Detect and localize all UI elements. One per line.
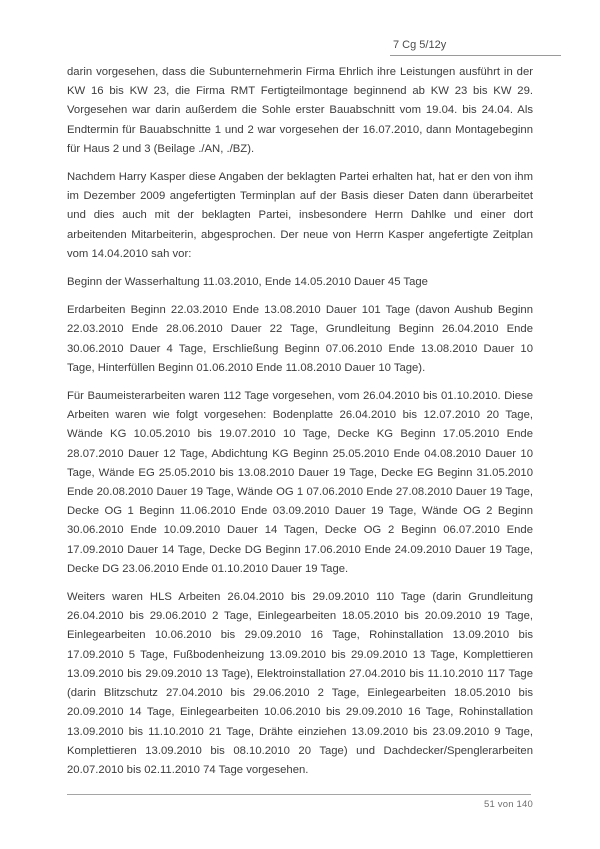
body-paragraph: Für Baumeisterarbeiten waren 112 Tage vorgesehen, vom 26.04.2010 bis 01.10.2010. Diese Arbeiten waren wie folgt vorgesehen: Bodenplatte 26.04.2010 bis 12.07.2010 20 Tage, Wände KG 10.05.2010 bis 19.07.2010 10 Tage, Decke KG Beginn 17.05.2010 Ende 28.07.2010 Dauer 12 Tage, Abdichtung KG Beginn 25.05.2010 Ende 04.08.2010 Dauer 10 Tage, Wände EG 25.05.2010 bis 13.08.2010 Dauer 19 Tage, Decke EG Beginn 31.05.2010 Ende 20.08.2010 Dauer 19 Tage, Wände OG 1 07.06.2010 Ende 27.08.2010 Dauer 19 Tage, Decke OG 1 Beginn 11.06.2010 Ende 03.09.2010 Dauer 19 Tage, Wände OG 2 Beginn 30.06.2010 Ende 10.09.2010 Dauer 14 Tagen, Decke OG 2 Beginn 06.07.2010 Ende 17.09.2010 Dauer 14 Tage, Decke DG Beginn 17.06.2010 Ende 24.09.2010 Dauer 19 Tage, Decke DG 23.06.2010 Ende 01.10.2010 Dauer 19 Tage. (67, 390, 533, 575)
page-number: 51 von 140 (483, 799, 533, 810)
document-body (67, 63, 533, 789)
case-number: 7 Cg 5/12y (393, 39, 447, 51)
page-header (390, 39, 561, 56)
body-paragraph: Weiters waren HLS Arbeiten 26.04.2010 bis 29.09.2010 110 Tage (darin Grundleitung 26.04.2010 bis 29.06.2010 2 Tage, Einlegearbeiten 18.05.2010 bis 20.09.2010 19 Tage, Einlegearbeiten 10.06.2010 bis 29.09.2010 16 Tage, Rohinstallation 13.09.2010 bis 17.09.2010 5 Tage, Fußbodenheizung 13.09.2010 bis 29.09.2010 13 Tage, Komplettieren 13.09.2010 bis 29.09.2010 13 Tage), Elektroinstallation 27.04.2010 bis 11.10.2010 117 Tage (darin Blitzschutz 27.04.2010 bis 29.06.2010 2 Tage, Einlegearbeiten 18.05.2010 bis 20.09.2010 14 Tage, Einlegearbeiten 10.06.2010 bis 29.09.2010 16 Tage, Rohinstallation 13.09.2010 bis 11.10.2010 21 Tage, Drähte einziehen 13.09.2010 bis 23.09.2010 9 Tage, Komplettieren 13.09.2010 bis 08.10.2010 20 Tage) und Dachdecker/Spenglerarbeiten 20.07.2010 bis 02.11.2010 74 Tage vorgesehen. (67, 591, 533, 776)
body-paragraph: Erdarbeiten Beginn 22.03.2010 Ende 13.08.2010 Dauer 101 Tage (davon Aushub Beginn 22.03.2010 Ende 28.06.2010 Dauer 22 Tage, Grundleitung Beginn 26.04.2010 Ende 30.06.2010 Dauer 4 Tage, Erschließung Beginn 07.06.2010 Ende 13.08.2010 Dauer 10 Tage, Hinterfüllen Beginn 01.06.2010 Ende 11.08.2010 Dauer 10 Tage). (67, 304, 533, 374)
footer-divider (67, 794, 531, 795)
body-paragraph: Nachdem Harry Kasper diese Angaben der beklagten Partei erhalten hat, hat er den von ihm im Dezember 2009 angefertigten Terminplan auf der Basis dieser Daten dann überarbeitet und dies auch mit der beklagten Partei, insbesondere Herrn Dahlke und einer dort arbeitenden Mitarbeiterin, abgesprochen. Der neue von Herrn Kasper angefertigte Zeitplan vom 14.04.2010 sah vor: (67, 171, 533, 260)
body-paragraph: Beginn der Wasserhaltung 11.03.2010, Ende 14.05.2010 Dauer 45 Tage (67, 276, 428, 289)
page-footer (67, 799, 533, 810)
body-paragraph: darin vorgesehen, dass die Subunternehmerin Firma Ehrlich ihre Leistungen ausführt in der KW 16 bis KW 23, die Firma RMT Fertigteilmontage beginnend ab KW 23 bis KW 29. Vorgesehen war darin außerdem die Sohle erster Bauabschnitt vom 19.04. bis 24.04. Als Endtermin für Bauabschnitte 1 und 2 war vorgesehen der 16.07.2010, dann Montagebeginn für Haus 2 und 3 (Beilage ./AN, ./BZ). (67, 66, 533, 155)
